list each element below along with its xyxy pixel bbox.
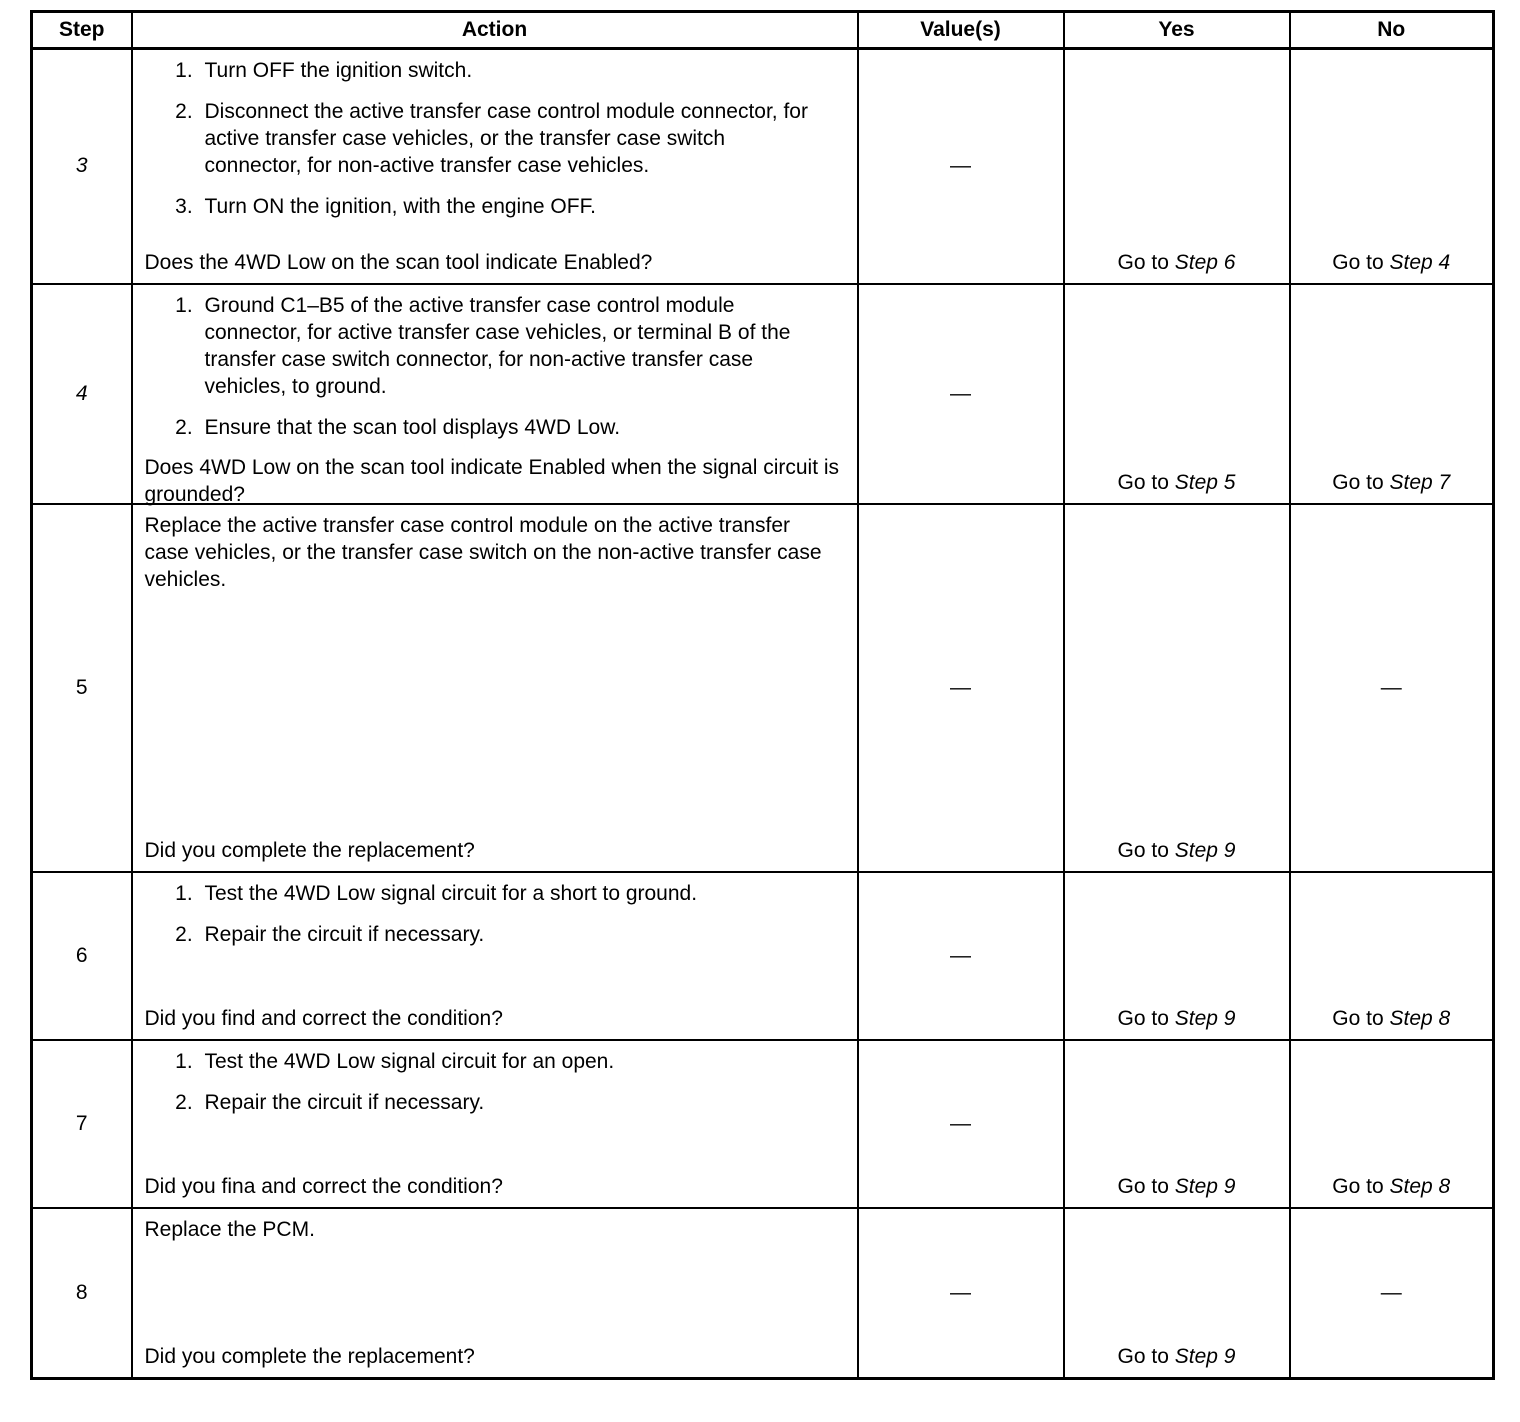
no-cell <box>1290 872 1494 1040</box>
step-cell <box>32 1208 132 1379</box>
value-dash: — <box>950 943 971 967</box>
yes-cell <box>1064 872 1290 1040</box>
question-text: Did you complete the replacement? <box>144 839 475 863</box>
action-item: 1. Test the 4WD Low signal circuit for a short to ground. <box>199 881 825 908</box>
action-cell <box>132 49 858 285</box>
step-number: 5 <box>75 675 88 699</box>
step-number: 8 <box>75 1280 88 1304</box>
goto-yes: Go to Step 9 <box>1117 839 1236 863</box>
action-cell <box>132 1040 858 1208</box>
yes-cell <box>1064 284 1290 504</box>
action-list <box>145 1049 847 1131</box>
header-action: Action <box>132 12 858 49</box>
action-item: 2. Repair the circuit if necessary. <box>199 1090 825 1117</box>
action-cell <box>132 872 858 1040</box>
table-row-step-4 <box>32 284 1494 504</box>
value-dash: — <box>950 154 971 178</box>
step-cell <box>32 872 132 1040</box>
no-dash: — <box>1380 675 1402 699</box>
action-cell <box>132 504 858 872</box>
header-yes: Yes <box>1064 12 1290 49</box>
value-cell <box>858 49 1064 285</box>
table-row-step-3 <box>32 49 1494 285</box>
value-cell <box>858 284 1064 504</box>
header-row <box>32 12 1494 49</box>
action-item: 2. Disconnect the active transfer case control module connector, for active transfer case vehicles, or the transfer case switch connector, for non-active transfer case vehicles. <box>199 99 825 180</box>
goto-no: Go to Step 8 <box>1332 1175 1451 1199</box>
yes-cell <box>1064 49 1290 285</box>
value-dash: — <box>950 1280 971 1304</box>
question-text: Did you fina and correct the condition? <box>144 1175 503 1199</box>
question-text: Did you complete the replacement? <box>144 1345 475 1369</box>
goto-yes: Go to Step 6 <box>1117 251 1236 275</box>
value-dash: — <box>950 675 971 699</box>
value-cell <box>858 504 1064 872</box>
action-item: 3. Turn ON the ignition, with the engine OFF. <box>199 194 825 221</box>
step-number: 4 <box>75 381 88 405</box>
value-dash: — <box>950 381 971 405</box>
header-no: No <box>1290 12 1494 49</box>
action-item: 1. Turn OFF the ignition switch. <box>199 58 825 85</box>
table-row-step-5 <box>32 504 1494 872</box>
yes-cell <box>1064 504 1290 872</box>
step-cell <box>32 49 132 285</box>
action-item: 1. Test the 4WD Low signal circuit for an open. <box>199 1049 825 1076</box>
question-text: Does the 4WD Low on the scan tool indicate Enabled? <box>144 251 653 275</box>
action-item: 2. Repair the circuit if necessary. <box>199 922 825 949</box>
action-cell <box>132 1208 858 1379</box>
goto-yes: Go to Step 9 <box>1117 1007 1236 1031</box>
header-step: Step <box>32 12 132 49</box>
no-dash: — <box>1380 1280 1402 1304</box>
no-cell <box>1290 49 1494 285</box>
action-item: 1. Ground C1–B5 of the active transfer case control module connector, for active transfer case vehicles, or terminal B of the transfer case switch connector, for non-active transfer case vehicles, to ground. <box>199 293 825 401</box>
question-text: Did you find and correct the condition? <box>144 1007 503 1031</box>
goto-no: Go to Step 4 <box>1332 251 1451 275</box>
goto-no: Go to Step 7 <box>1332 471 1451 495</box>
action-list <box>145 58 847 234</box>
no-cell <box>1290 1208 1494 1379</box>
action-cell <box>132 284 858 507</box>
goto-no: Go to Step 8 <box>1332 1007 1451 1031</box>
no-cell <box>1290 284 1494 504</box>
yes-cell <box>1064 1040 1290 1208</box>
yes-cell <box>1064 1208 1290 1379</box>
step-cell <box>32 284 132 504</box>
header-values: Value(s) <box>858 12 1064 49</box>
action-list <box>145 293 847 455</box>
action-text: Replace the active transfer case control module on the active transfer case vehicles, or the transfer case switch on the non-active transfer case vehicles. <box>144 514 822 591</box>
step-cell <box>32 1040 132 1208</box>
step-cell <box>32 504 132 872</box>
diagnostic-table <box>30 10 1495 1380</box>
no-cell <box>1290 1040 1494 1208</box>
table-row-step-7 <box>32 1040 1494 1208</box>
action-text: Replace the PCM. <box>144 1218 315 1241</box>
action-item: 2. Ensure that the scan tool displays 4WD Low. <box>199 415 825 442</box>
step-number: 7 <box>75 1111 88 1135</box>
table-row-step-8 <box>32 1208 1494 1379</box>
no-cell <box>1290 504 1494 872</box>
step-number: 3 <box>75 154 88 178</box>
value-cell <box>858 1040 1064 1208</box>
value-cell <box>858 1208 1064 1379</box>
goto-yes: Go to Step 9 <box>1117 1345 1236 1369</box>
value-dash: — <box>950 1111 971 1135</box>
goto-yes: Go to Step 9 <box>1117 1175 1236 1199</box>
table-row-step-6 <box>32 872 1494 1040</box>
goto-yes: Go to Step 5 <box>1117 471 1236 495</box>
step-number: 6 <box>75 943 88 967</box>
question-text: Does 4WD Low on the scan tool indicate Enabled when the signal circuit is grounded? <box>144 456 840 507</box>
action-list <box>145 881 847 963</box>
value-cell <box>858 872 1064 1040</box>
